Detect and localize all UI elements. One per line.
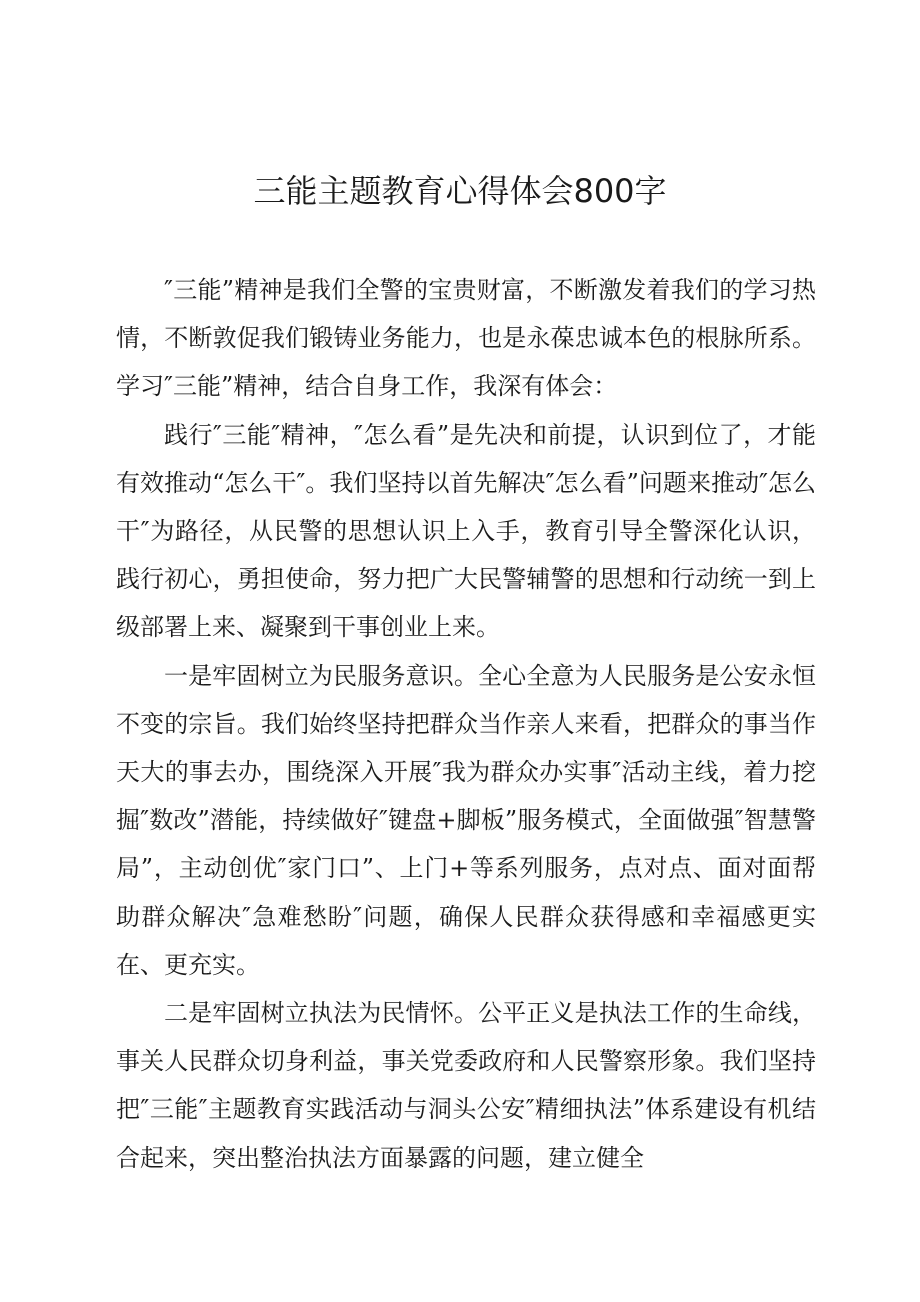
paragraph-service-awareness: 一是牢固树立为民服务意识。全心全意为人民服务是公安永恒不变的宗旨。我们始终坚持把群众当作亲人来看，把群众的事当作天大的事去办，围绕深入开展″我为群众办实事″活动主线，着力挖掘″数改”潜能，持续做好″键盘+脚板”服务模式，全面做强″智慧警局”，主动创优″家门口”、上门+等系列服务，点对点、面对面帮助群众解决″急难愁盼″问题，确保人民群众获得感和幸福感更实在、更充实。 bbox=[116, 661, 816, 979]
paragraph-how-to-view: 践行″三能″精神，″怎么看”是先决和前提，认识到位了，才能有效推动“怎么干″。我们坚持以首先解决″怎么看”问题来推动″怎么干″为路径，从民警的思想认识上入手，教育引导全警深化认识，践行初心，勇担使命，努力把广大民警辅警的思想和行动统一到上级部署上来、凝聚到干事创业上来。 bbox=[116, 420, 816, 642]
paragraph-intro: ″三能”精神是我们全警的宝贵财富，不断激发着我们的学习热情，不断敦促我们锻铸业务能力，也是永葆忠诚本色的根脉所系。学习″三能”精神，结合自身工作，我深有体会： bbox=[116, 276, 816, 401]
document-body bbox=[116, 266, 816, 1182]
paragraph-law-enforcement: 二是牢固树立执法为民情怀。公平正义是执法工作的生命线，事关人民群众切身利益，事关党委政府和人民警察形象。我们坚持把″三能″主题教育实践活动与洞头公安″精细执法”体系建设有机结合起来，突出整治执法方面暴露的问题，建立健全 bbox=[116, 999, 816, 1172]
document-title: 三能主题教育心得体会800字 bbox=[253, 172, 667, 210]
